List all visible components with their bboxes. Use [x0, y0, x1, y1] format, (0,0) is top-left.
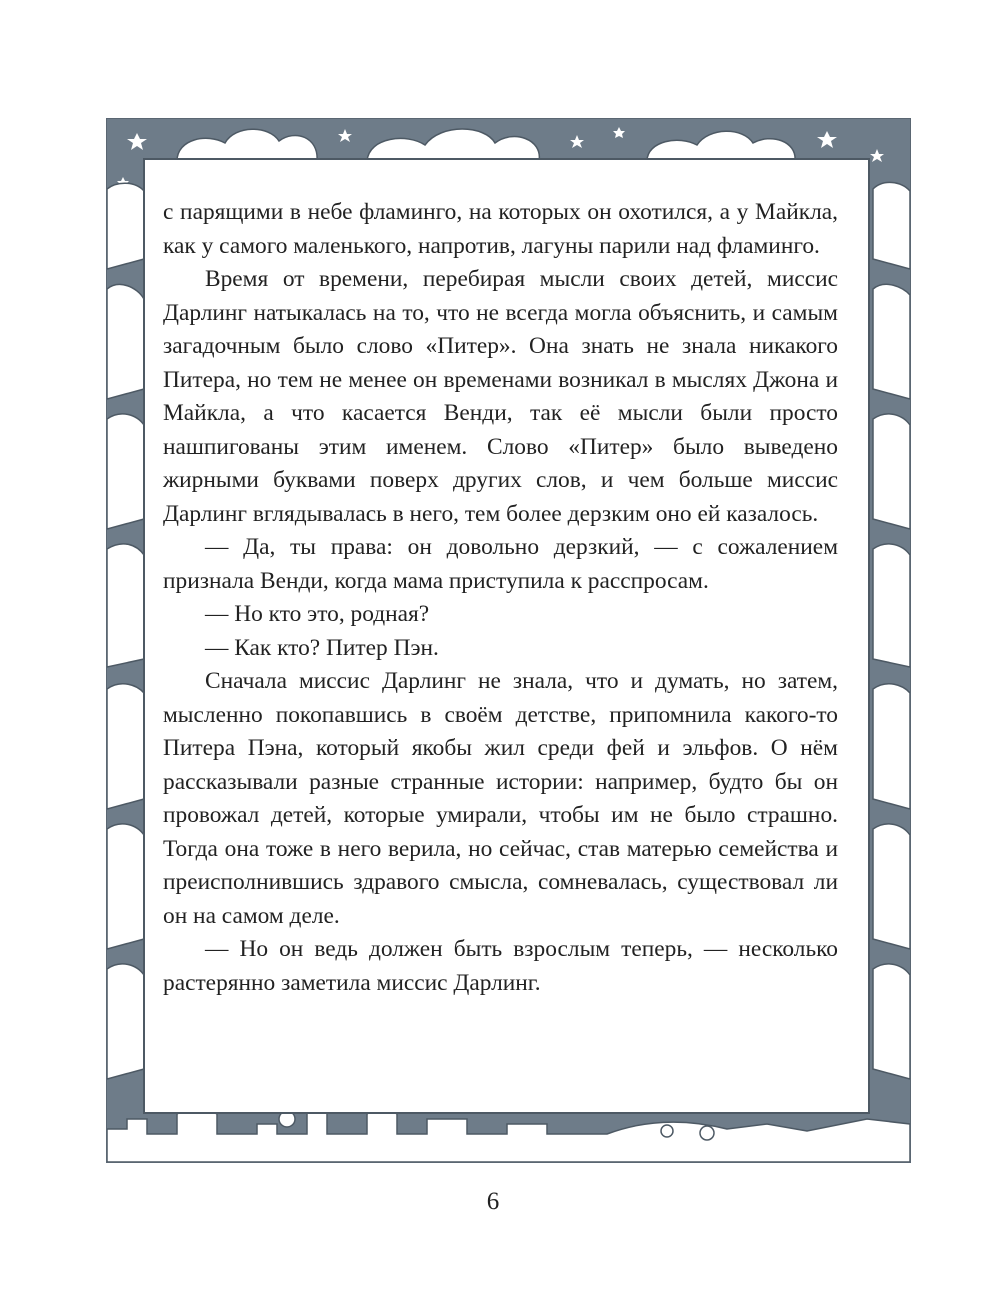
right-landscape — [873, 182, 910, 1079]
page-text — [163, 196, 838, 1000]
paragraph: Время от времени, перебирая мысли своих детей, миссис Дарлинг натыкалась на то, что не всегда могла объяснить, и самым загадочным было слово «Питер». Она знать не знала никакого Питера, но тем не менее он временами возникал в мыслях Джона и Майкла, а что касается Венди, так её мысли были просто нашпигованы этим именем. Слово «Питер» было выведено жирными буквами поверх других слов, и чем больше миссис Дарлинг вглядывалась в него, тем более дерзким оно ей казалось. — [163, 266, 838, 527]
cloud-top-center — [367, 129, 539, 161]
paragraph: — Но кто это, родная? — [205, 601, 430, 627]
paragraph: — Как кто? Питер Пэн. — [205, 634, 439, 661]
paragraph: Сначала миссис Дарлинг не знала, что и думать, но затем, мысленно покопавшись в своём детстве, припомнила какого-то Питера Пэна, который якобы жил среди фей и эльфов. О нём рассказывали разные странные истории: например, будто бы он провожал детей, которые умирали, чтобы им не было страшно. Тогда она тоже в него верила, но сейчас, став матерью семейства и преисполнившись здравого смысла, сомневалась, существовал ли он на самом деле. — [163, 668, 838, 929]
page-number: 6 — [486, 1188, 500, 1215]
left-landscape — [107, 183, 144, 1079]
cloud-top-left — [177, 129, 317, 161]
paragraph: с парящими в небе фламинго, на которых он охотился, а у Майкла, как у самого маленького, напротив, лагуны парили над фламинго. — [163, 199, 838, 259]
cloud-top-right — [647, 131, 795, 161]
paragraph: — Да, ты права: он довольно дерзкий, — с сожалением признала Венди, когда мама приступила к расспросам. — [163, 534, 838, 594]
paragraph: — Но он ведь должен быть взрослым теперь, — несколько растерянно заметила миссис Дарлинг. — [163, 936, 838, 996]
